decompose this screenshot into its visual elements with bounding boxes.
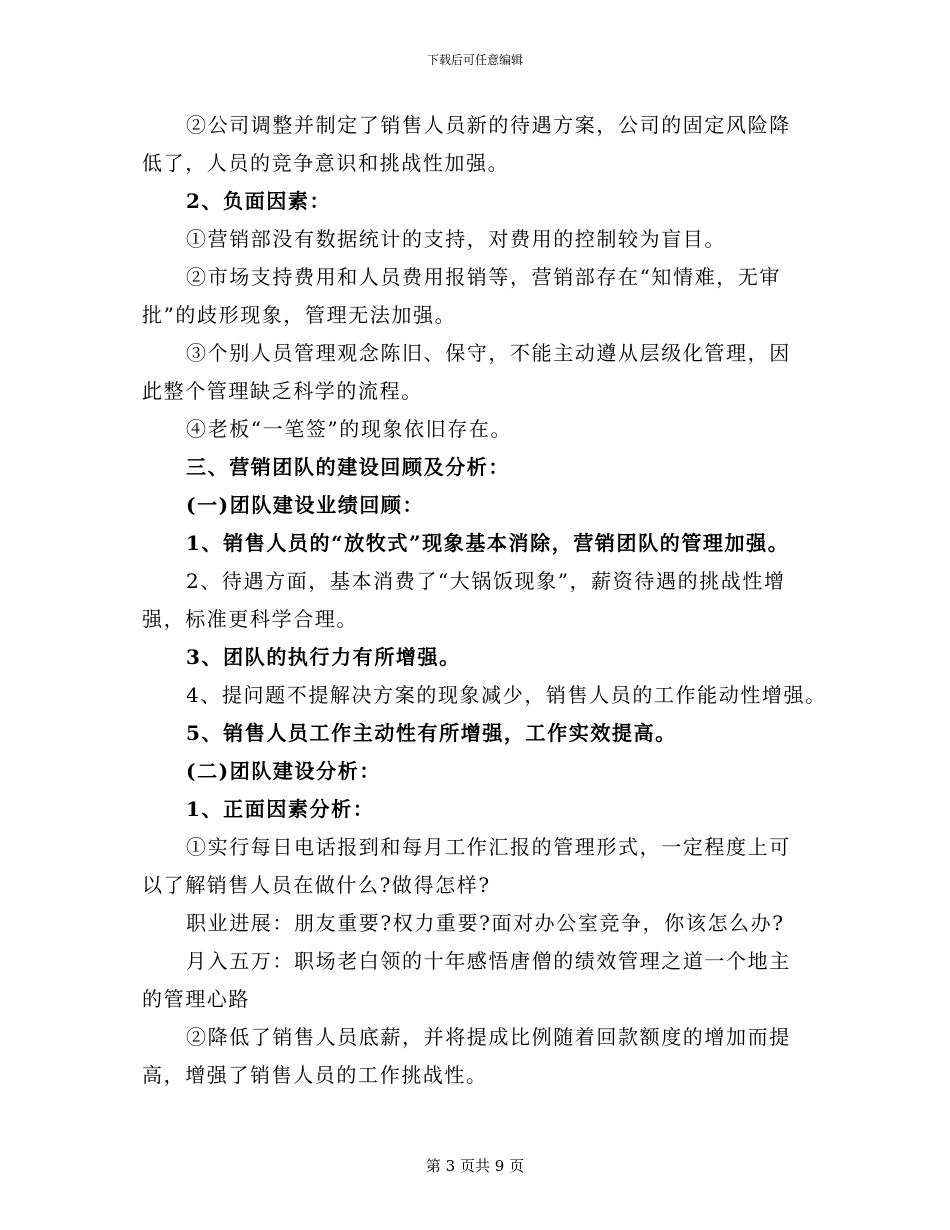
paragraph-line: 职业进展：朋友重要?权力重要?面对办公室竞争，你该怎么办?	[186, 911, 785, 935]
heading-line: (二)团队建设分析：	[186, 759, 381, 783]
heading-line: (一)团队建设业绩回顾：	[186, 493, 425, 517]
heading-line: 1、销售人员的“放牧式”现象基本消除，营销团队的管理加强。	[186, 531, 790, 555]
paragraph-line: ②公司调整并制定了销售人员新的待遇方案，公司的固定风险降	[186, 113, 791, 137]
paragraph-line: ③个别人员管理观念陈旧、保守，不能主动遵从层级化管理，因	[186, 341, 791, 365]
paragraph-line: 强，标准更科学合理。	[142, 607, 358, 631]
paragraph-line: ④老板“一笔签”的现象依旧存在。	[186, 417, 513, 441]
paragraph-line: 4、提问题不提解决方案的现象减少，销售人员的工作能动性增强。	[186, 683, 827, 707]
paragraph-line: 以了解销售人员在做什么?做得怎样?	[142, 873, 491, 897]
heading-line: 5、销售人员工作主动性有所增强，工作实效提高。	[186, 721, 677, 745]
heading-line: 1、正面因素分析：	[186, 797, 375, 821]
paragraph-line: 低了，人员的竞争意识和挑战性加强。	[142, 151, 510, 175]
heading-line: 3、团队的执行力有所增强。	[186, 645, 461, 669]
page-footer: 第 3 页共 9 页	[425, 1157, 525, 1175]
heading-line: 三、营销团队的建设回顾及分析：	[186, 455, 510, 479]
paragraph-line: 月入五万：职场老白领的十年感悟唐僧的绩效管理之道一个地主	[186, 949, 791, 973]
paragraph-line: 2、待遇方面，基本消费了“大锅饭现象”，薪资待遇的挑战性增	[186, 569, 786, 593]
paragraph-line: 的管理心路	[142, 987, 250, 1011]
page-header: 下载后可任意编辑	[426, 53, 523, 67]
document-body	[142, 106, 827, 1094]
paragraph-line: ②降低了销售人员底薪，并将提成比例随着回款额度的增加而提	[186, 1025, 791, 1049]
paragraph-line: ②市场支持费用和人员费用报销等，营销部存在“知情难，无审	[186, 265, 782, 289]
paragraph-line: 此整个管理缺乏科学的流程。	[142, 379, 423, 403]
paragraph-line: ①实行每日电话报到和每月工作汇报的管理形式，一定程度上可	[186, 835, 791, 859]
paragraph-line: 高，增强了销售人员的工作挑战性。	[142, 1063, 488, 1087]
paragraph-line: ①营销部没有数据统计的支持，对费用的控制较为盲目。	[186, 227, 726, 251]
paragraph-line: 批”的歧形现象，管理无法加强。	[142, 303, 457, 327]
heading-line: 2、负面因素：	[186, 189, 332, 213]
